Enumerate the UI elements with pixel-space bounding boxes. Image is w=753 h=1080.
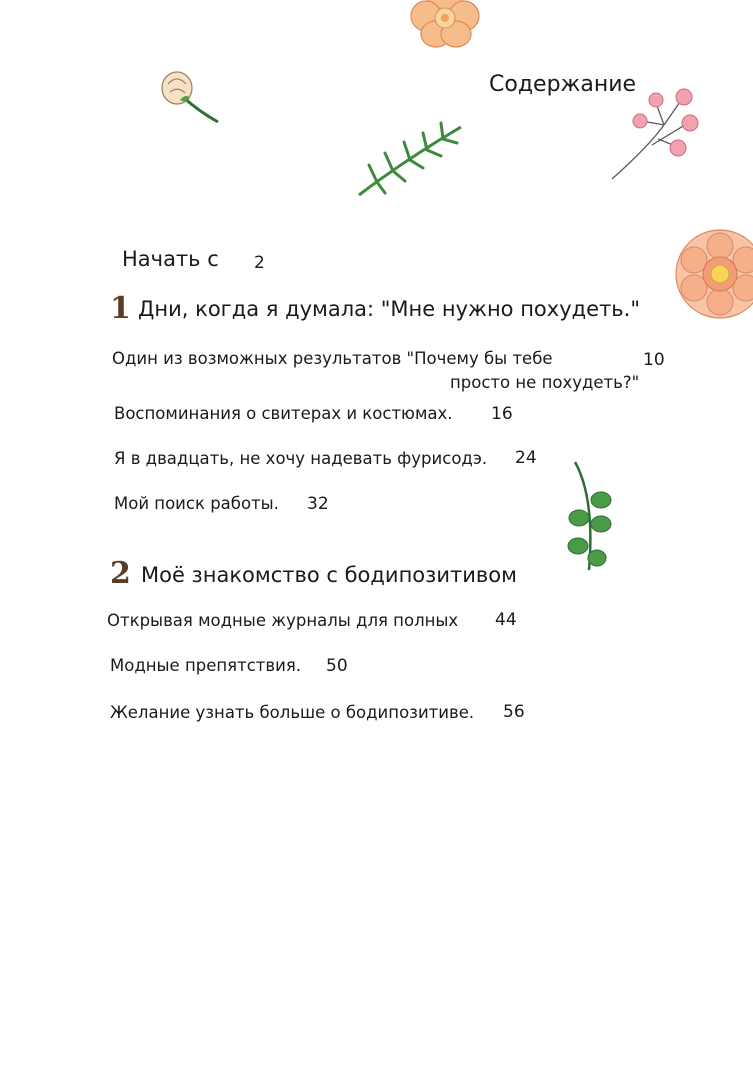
toc-entry-4-title: Мой поиск работы.: [114, 494, 279, 513]
toc-entry-6-title: Модные препятствия.: [110, 656, 301, 675]
toc-entry-7-page: 56: [503, 702, 525, 722]
peach-flower-icon: [410, 0, 480, 50]
toc-entry-1-page: 10: [643, 350, 665, 370]
toc-entry-5-page: 44: [495, 610, 517, 630]
pink-flower-sprig-icon: [608, 85, 708, 185]
chapter-1-title: Дни, когда я думала: "Мне нужно похудеть.": [138, 297, 641, 321]
chapter-2-number: 2: [110, 556, 131, 591]
toc-entry-6-page: 50: [326, 656, 348, 676]
chapter-2-title: Моё знакомство с бодипозитивом: [141, 563, 517, 587]
large-peach-flower-icon: [668, 226, 753, 322]
toc-entry-1-line2: просто не похудеть?": [450, 373, 640, 392]
toc-entry-3-page: 24: [515, 448, 537, 468]
chapter-1-number: 1: [110, 291, 131, 326]
toc-entry-5-title: Открывая модные журналы для полных: [107, 611, 459, 630]
toc-entry-2-page: 16: [491, 404, 513, 424]
toc-title: Содержание: [489, 72, 637, 97]
toc-entry-3-title: Я в двадцать, не хочу надевать фурисодэ.: [114, 449, 488, 468]
start-page-number: 2: [254, 253, 265, 273]
toc-entry-4-page: 32: [307, 494, 329, 514]
start-label: Начать с: [122, 247, 219, 271]
green-leaf-sprig-icon: [355, 115, 470, 200]
white-rose-bud-icon: [160, 68, 222, 126]
toc-entry-7-title: Желание узнать больше о бодипозитиве.: [110, 703, 475, 722]
toc-entry-2-title: Воспоминания о свитерах и костюмах.: [114, 404, 453, 423]
toc-entry-1-line1: Один из возможных результатов "Почему бы тебе: [112, 349, 553, 368]
eucalyptus-branch-icon: [565, 458, 615, 574]
